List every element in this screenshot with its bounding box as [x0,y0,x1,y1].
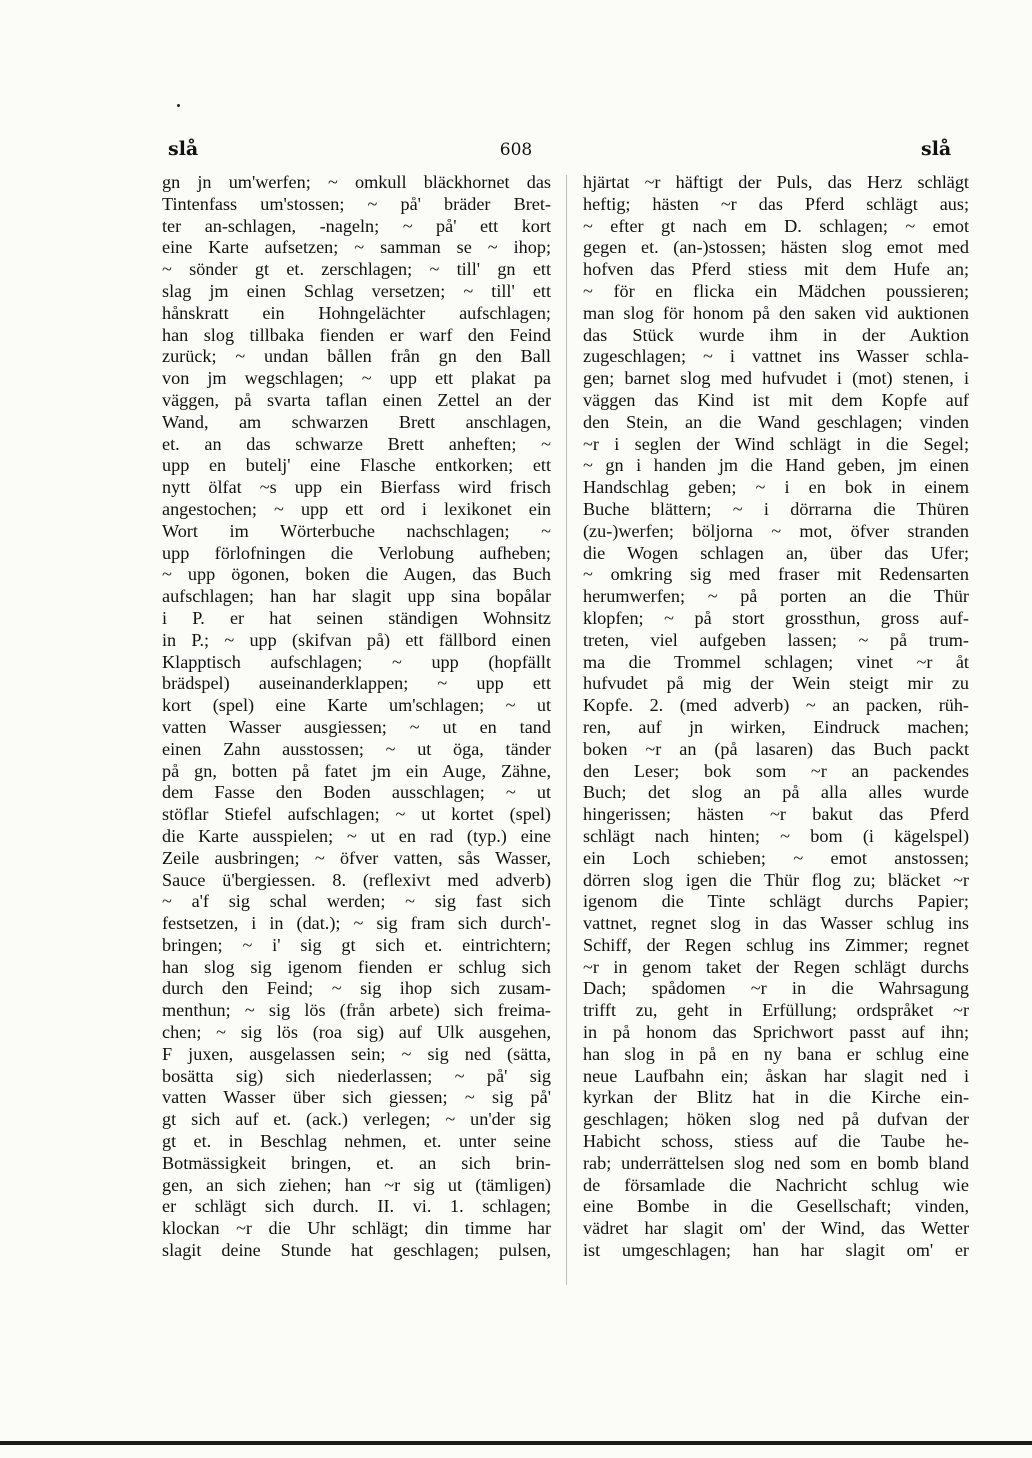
running-head-left: slå [168,138,199,160]
text-line: väggen das Kind ist mit dem Kopfe auf [583,389,969,410]
text-line: gt et. in Beschlag nehmen, et. unter seine [162,1131,551,1152]
text-line: slagit deine Stunde hat geschlagen; pulsen, [162,1240,551,1261]
text-line: hingerissen; hästen ~r bakut das Pferd [583,804,969,825]
text-line: menthun; ~ sig lös (från arbete) sich freima- [162,1000,551,1021]
text-line: trifft zu, geht in Erfüllung; ordspråket ~r [583,1000,969,1021]
text-line: kort (spel) eine Karte um'schlagen; ~ ut [162,695,551,716]
text-line: Wort im Wörterbuche nachschlagen; ~ [162,520,551,541]
text-line: angestochen; ~ upp ett ord i lexikonet ein [162,498,551,519]
text-line: bosätta sig) sich niederlassen; ~ på' sig [162,1065,551,1086]
text-line: Dach; spådomen ~r in die Wahrsagung [583,978,969,999]
text-line: vatten Wasser über sich giessen; ~ sig på' [162,1087,551,1108]
left-column [162,172,551,1302]
text-line: ~ efter gt nach em D. schlagen; ~ emot [583,215,969,236]
text-line: ~ upp ögonen, boken die Augen, das Buch [162,564,551,585]
text-line: Zeile ausbringen; ~ öfver vatten, sås Wasser, [162,847,551,868]
text-line: Wand, am schwarzen Brett anschlagen, [162,411,551,432]
text-line: Sauce ü'bergiessen. 8. (reflexivt med adverb) [162,869,551,890]
text-line: er schlägt sich durch. II. vi. 1. schlagen; [162,1196,551,1217]
text-line: hufvudet på mig der Wein steigt mir zu [583,673,969,694]
right-column [583,172,969,1302]
text-line: den Stein, an die Wand geschlagen; vinden [583,411,969,432]
column-divider [566,175,567,1285]
text-line: Habicht schoss, stiess auf die Taube he- [583,1131,969,1152]
text-line: dörren slog igen die Thür flog zu; bläcket ~r [583,869,969,890]
text-line: gn jn um'werfen; ~ omkull bläckhornet das [162,172,551,192]
text-line: ~ för en flicka ein Mädchen poussieren; [583,280,969,301]
text-line: han slog in på en ny bana er schlug eine [583,1043,969,1064]
text-line: vattnet, regnet slog in das Wasser schlug ins [583,913,969,934]
text-line: han slog sig igenom fienden er schlug sich [162,956,551,977]
text-line: ma die Trommel schlagen; vinet ~r åt [583,651,969,672]
text-line: klopfen; ~ på stort grossthun, gross auf- [583,607,969,628]
text-line: ~r i seglen der Wind schlägt in die Segel; [583,433,969,454]
text-line: die Wogen schlagen an, über das Ufer; [583,542,969,563]
text-line: et. an das schwarze Brett anheften; ~ [162,433,551,454]
text-line: gen, an sich ziehen; han ~r sig ut (tämligen) [162,1174,551,1195]
text-line: ist umgeschlagen; han har slagit om' er [583,1240,969,1261]
text-line: einen Zahn ausstossen; ~ ut öga, tänder [162,738,551,759]
text-line: herumwerfen; ~ på porten an die Thür [583,586,969,607]
text-line: F juxen, ausgelassen sein; ~ sig ned (sätta, [162,1043,551,1064]
text-line: ~ sönder gt et. zerschlagen; ~ till' gn ett [162,259,551,280]
text-line: festsetzen, i in (dat.); ~ sig fram sich durch'- [162,913,551,934]
text-line: eine Bombe in die Gesellschaft; vinden, [583,1196,969,1217]
text-line: in P.; ~ upp (skifvan på) ett fällbord einen [162,629,551,650]
text-line: upp en butelj' eine Flasche entkorken; ett [162,455,551,476]
text-line: zurück; ~ undan bållen från gn den Ball [162,346,551,367]
text-line: ~ a'f sig schal werden; ~ sig fast sich [162,891,551,912]
text-line: Kopfe. 2. (med adverb) ~ an packen, rüh- [583,695,969,716]
text-line: vatten Wasser ausgiessen; ~ ut en tand [162,716,551,737]
text-line: Buche blättern; ~ i dörrarna die Thüren [583,498,969,519]
text-line: gt sich auf et. (ack.) verlegen; ~ un'der sig [162,1109,551,1130]
speck-mark [177,104,180,107]
text-line: klockan ~r die Uhr schlägt; din timme har [162,1218,551,1239]
text-line: han slog tillbaka fienden er warf den Feind [162,324,551,345]
text-line: igenom die Tinte schlägt durchs Papier; [583,891,969,912]
text-line: dem Fasse den Boden ausschlagen; ~ ut [162,782,551,803]
text-line: Botmässigkeit bringen, et. an sich brin- [162,1152,551,1173]
text-line: kyrkan der Blitz hat in die Kirche ein- [583,1087,969,1108]
text-line: hofven das Pferd stiess mit dem Hufe an; [583,259,969,280]
running-head-right: slå [921,138,952,160]
text-line: hånskratt ein Hohngelächter aufschlagen; [162,302,551,323]
text-line: den Leser; bok som ~r an packendes [583,760,969,781]
text-line: bringen; ~ i' sig gt sich et. eintrichtern; [162,934,551,955]
text-line: hjärtat ~r häftigt der Puls, das Herz schlägt [583,172,969,192]
text-line: (zu-)werfen; böljorna ~ mot, öfver stranden [583,520,969,541]
text-line: brädspel) auseinanderklappen; ~ upp ett [162,673,551,694]
text-line: rab; underrättelsen slog ned som en bomb bland [583,1152,969,1173]
text-line: Buch; det slog an på alla alles wurde [583,782,969,803]
text-line: boken ~r an (på lasaren) das Buch packt [583,738,969,759]
text-line: Tintenfass um'stossen; ~ på' bräder Bret- [162,193,551,214]
text-line: Klapptisch aufschlagen; ~ upp (hopfällt [162,651,551,672]
text-line: Handschlag geben; ~ i en bok in einem [583,477,969,498]
text-line: das Stück wurde ihm in der Auktion [583,324,969,345]
text-line: de församlade die Nachricht schlug wie [583,1174,969,1195]
text-line: ~r in genom taket der Regen schlägt durchs [583,956,969,977]
text-line: in på honom das Sprichwort passt auf ihn; [583,1022,969,1043]
text-line: treten, viel aufgeben lassen; ~ på trum- [583,629,969,650]
bottom-edge-rule [0,1441,1032,1445]
text-line: heftig; hästen ~r das Pferd schlägt aus; [583,193,969,214]
text-line: slag jm einen Schlag versetzen; ~ till' ett [162,280,551,301]
text-line: zugeschlagen; ~ i vattnet ins Wasser schla- [583,346,969,367]
text-line: väggen, på svarta taflan einen Zettel an der [162,389,551,410]
text-line: stöflar Stiefel aufschlagen; ~ ut kortet (spel) [162,804,551,825]
text-line: die Karte ausspielen; ~ ut en rad (typ.) eine [162,825,551,846]
text-line: aufschlagen; han har slagit upp sina bopålar [162,586,551,607]
text-line: vädret har slagit om' der Wind, das Wetter [583,1218,969,1239]
text-line: von jm wegschlagen; ~ upp ett plakat pa [162,368,551,389]
text-line: ter an-schlagen, -nageln; ~ på' ett kort [162,215,551,236]
text-line: upp förlofningen die Verlobung aufheben; [162,542,551,563]
text-line: man slog för honom på den saken vid auktionen [583,302,969,323]
text-line: eine Karte aufsetzen; ~ samman se ~ ihop; [162,237,551,258]
text-line: gegen et. (an-)stossen; hästen slog emot med [583,237,969,258]
text-line: gen; barnet slog med hufvudet i (mot) stenen, i [583,368,969,389]
text-line: nytt ölfat ~s upp ein Bierfass wird frisch [162,477,551,498]
text-line: ~ gn i handen jm die Hand geben, jm einen [583,455,969,476]
text-line: schlägt nach hinten; ~ bom (i kägelspel) [583,825,969,846]
text-line: Schiff, der Regen schlug ins Zimmer; regnet [583,934,969,955]
text-line: durch den Feind; ~ sig ihop sich zusam- [162,978,551,999]
text-line: neue Laufbahn ein; åskan har slagit ned i [583,1065,969,1086]
text-line: i P. er hat seinen ständigen Wohnsitz [162,607,551,628]
text-line: ein Loch schieben; ~ emot anstossen; [583,847,969,868]
page-number: 608 [499,140,533,160]
text-line: på gn, botten på fatet jm ein Auge, Zähne, [162,760,551,781]
text-line: ~ omkring sig med fraser mit Redensarten [583,564,969,585]
text-line: geschlagen; höken slog ned på dufvan der [583,1109,969,1130]
text-line: ren, auf jn wirken, Eindruck machen; [583,716,969,737]
text-line: chen; ~ sig lös (roa sig) auf Ulk ausgehen, [162,1022,551,1043]
